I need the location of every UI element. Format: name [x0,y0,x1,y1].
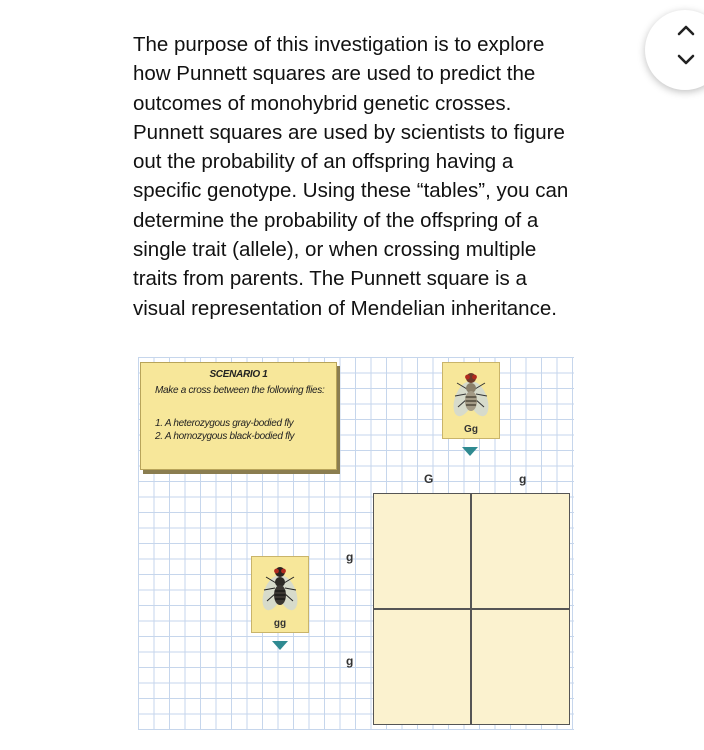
left-allele-label: g [346,654,354,668]
punnett-cell-top-right[interactable] [472,494,569,608]
drop-arrow-icon [462,447,478,456]
left-parent-fly-card[interactable] [251,556,309,633]
drop-arrow-icon [272,641,288,650]
square-divider-horizontal [374,608,569,610]
top-parent-genotype: Gg [464,424,478,435]
fruit-fly-icon [443,363,499,423]
left-allele-label: g [346,550,354,564]
top-parent-fly-card[interactable] [442,362,500,439]
scroll-nav-button[interactable] [645,10,704,90]
scenario-item: 1. A heterozygous gray-bodied fly [155,418,294,429]
scenario-item: 2. A homozygous black-bodied fly [155,431,295,442]
left-parent-genotype: gg [273,618,287,629]
punnett-cell-bottom-left[interactable] [374,610,470,724]
intro-paragraph: The purpose of this investigation is to explore how Punnett squares are used to predict the outcomes of monohybrid genetic crosses. Punnett squares are used by scientists to figure out the probability of an offspring having a specific genotype. Using these “tables”, you can determine the probability of the offspring of a single trait (allele), or when crossing multiple traits from parents. The Punnett square is a visual representation of Mendelian inheritance. [133,33,569,320]
punnett-cell-bottom-right[interactable] [472,610,569,724]
top-allele-label: g [519,472,527,486]
punnett-cell-top-left[interactable] [374,494,470,608]
chevron-up-icon[interactable] [677,24,695,36]
punnett-square [373,493,570,725]
scenario-instruction: Make a cross between the following flies: [155,385,325,396]
chevron-down-icon[interactable] [677,54,695,66]
fruit-fly-icon [252,557,308,617]
scenario-title: SCENARIO 1 [209,369,268,380]
scenario-card [140,362,337,470]
top-allele-label: G [424,472,434,486]
